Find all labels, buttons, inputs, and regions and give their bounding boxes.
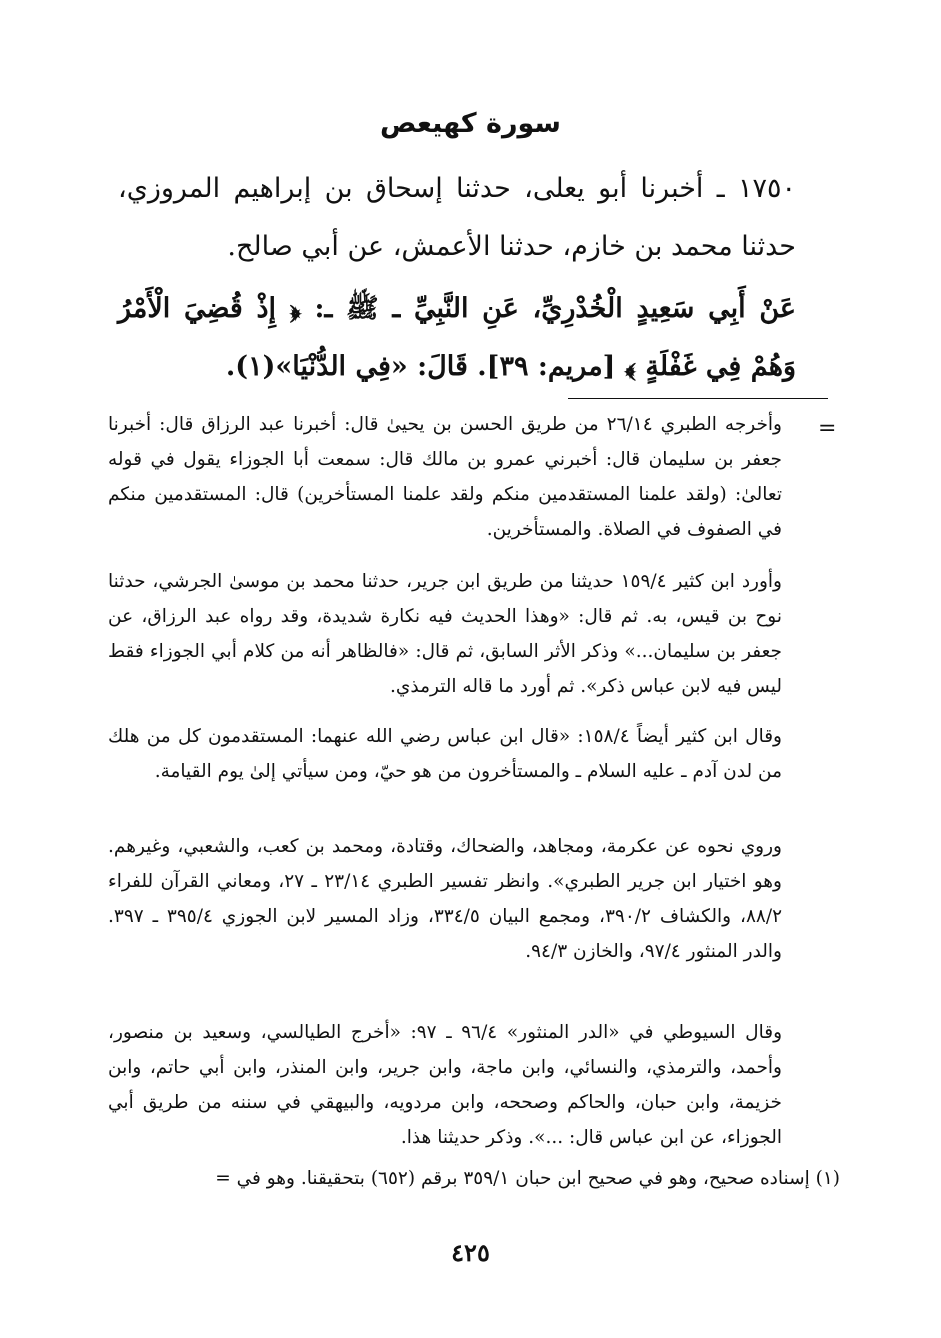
surah-title: سورة كهيعص: [380, 108, 561, 139]
note-text-1: وأخرجه الطبري ٢٦/١٤ من طريق الحسن بن يحيىٰ قال: أخبرنا عبد الرزاق قال: أخبرنا جعفر بن سليمان قال: أخبرني عمرو بن مالك قال: سمعت أبا الجوزاء يقول في قوله تعالىٰ: (ولقد علمنا المستقدمين منكم ولقد علمنا المستأخرين) قال: المستقدمين منكم في الصفوف في الصلاة. والمستأخرين.: [108, 414, 782, 540]
hadith-matn: [118, 280, 828, 396]
hadith-isnad-text: ١٧٥٠ ـ أخبرنا أبو يعلى، حدثنا إسحاق بن إبراهيم المروزي، حدثنا محمد بن خازم، حدثنا الأعمش، عن أبي صالح.: [118, 173, 796, 262]
note-text-5: وقال السيوطي في «الدر المنثور» ٩٦/٤ ـ ٩٧: «أخرج الطيالسي، وسعيد بن منصور، وأحمد، والترمذي، والنسائي، وابن ماجة، وابن جرير، وابن المنذر، وابن أبي حاتم، وابن خزيمة، وابن حبان، والحاكم وصححه، وابن مردويه، والبيهقي في سننه من طريق أبي الجوزاء، عن ابن عباس قال: ...». وذكر حديثنا هذا.: [108, 1022, 782, 1148]
hadith-matn-text: عَنْ أَبِي سَعِيدٍ الْخُدْرِيِّ، عَنِ النَّبِيِّ ـ ﷺ ـ: ﴿ إِذْ قُضِيَ الْأَمْرُ وَهُمْ فِي غَفْلَةٍ ﴾ [مريم: ٣٩]. قَالَ: «فِي الدُّنْيَا»(١).: [118, 293, 796, 382]
note-paragraph-5: [108, 1015, 810, 1155]
note-paragraph-3: [108, 719, 810, 789]
continuation-mark: =: [818, 416, 837, 441]
page-number: ٤٢٥: [451, 1238, 490, 1267]
hadith-isnad: [118, 160, 828, 276]
note-text-4: وروي نحوه عن عكرمة، ومجاهد، والضحاك، وقتادة، ومحمد بن كعب، والشعبي، وغيرهم. وهو اختيار ابن جرير الطبري». وانظر تفسير الطبري ٢٣/١٤ ـ ٢٧، ومعاني القرآن للفراء ٨٨/٢، والكشاف ٣٩٠/٢، ومجمع البيان ٣٣٤/٥، وزاد المسير لابن الجوزي ٣٩٥/٤ ـ ٣٩٧. والدر المنثور ٩٧/٤، والخازن ٩٤/٣.: [108, 836, 783, 962]
note-text-3: وقال ابن كثير أيضاً ١٥٨/٤: «قال ابن عباس رضي الله عنهما: المستقدمون كل من هلك من لدن آدم ـ عليه السلام ـ والمستأخرون من هو حيّ، ومن سيأتي إلىٰ يوم القيامة.: [108, 726, 782, 782]
note-paragraph-4: [108, 829, 810, 969]
note-paragraph-2: [108, 564, 810, 704]
note-text-2: وأورد ابن كثير ١٥٩/٤ حديثنا من طريق ابن جرير، حدثنا محمد بن موسىٰ الجرشي، حدثنا نوح بن قيس، به. ثم قال: «وهذا الحديث فيه نكارة شديدة، وقد رواه عبد الرزاق، عن جعفر بن سليمان...» وذكر الأثر السابق، ثم قال: «فالظاهر أنه من كلام أبي الجوزاء فقط ليس فيه لابن عباس ذكر». ثم أورد ما قاله الترمذي.: [108, 571, 782, 697]
footnote-1: (١) إسناده صحيح، وهو في صحيح ابن حبان ٣٥٩/١ برقم (٦٥٢) بتحقيقنا. وهو في =: [215, 1168, 840, 1189]
note-paragraph-1: [108, 407, 810, 547]
footnote-separator: [568, 398, 828, 399]
